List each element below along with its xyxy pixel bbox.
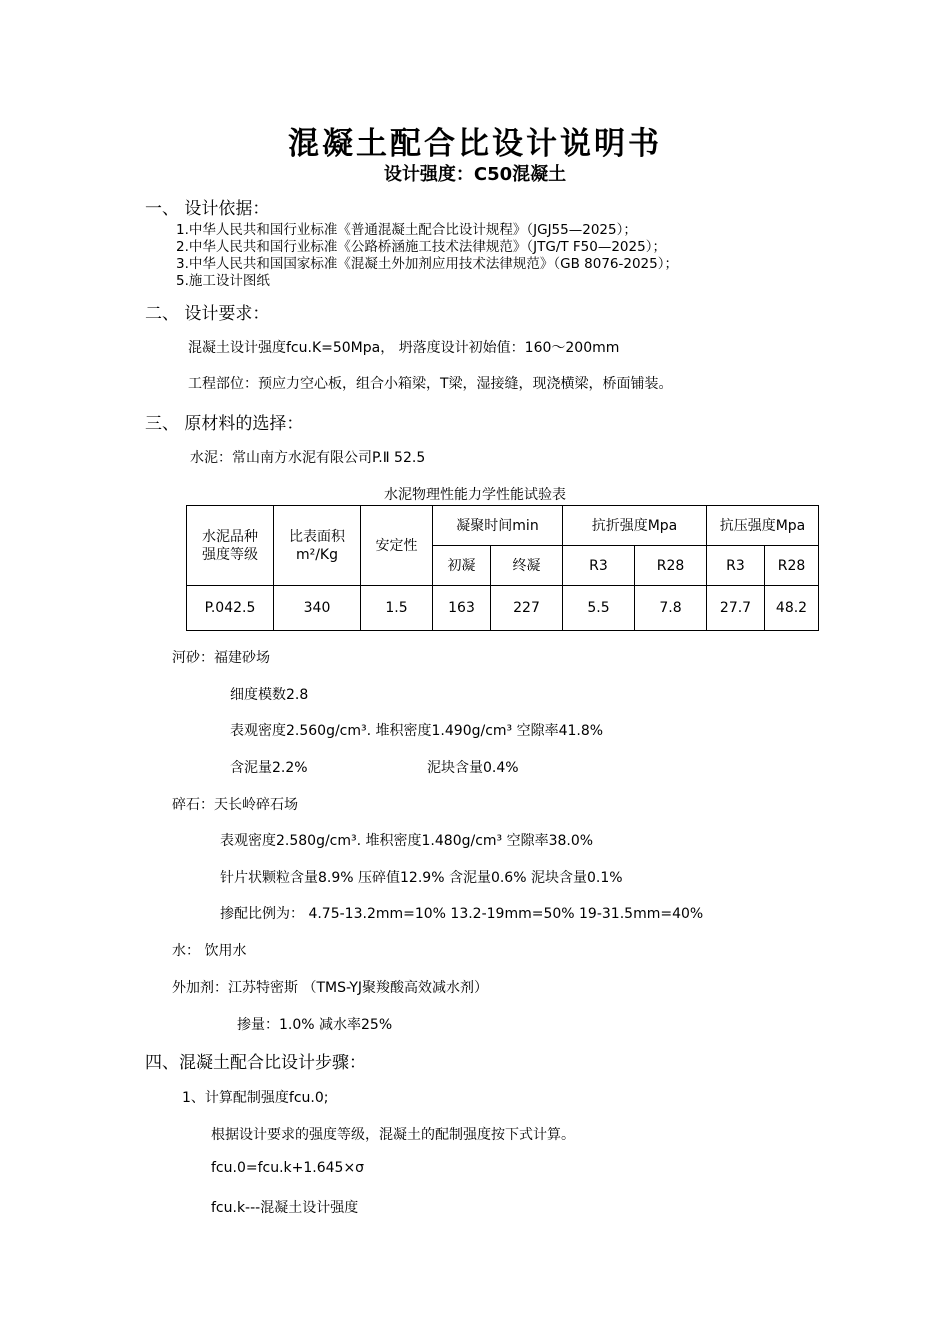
header-cell-r3: R3 [563, 546, 635, 586]
header-cell-r28: R28 [765, 546, 819, 586]
definition: fcu.k---混凝土设计强度 [211, 1200, 359, 1216]
header-cell-setting: 凝聚时间min [433, 506, 563, 546]
gravel-label: 碎石：天长岭碎石场 [172, 797, 298, 813]
header-cell-stability: 安定性 [361, 506, 433, 586]
gravel-density: 表观密度2.580g/cm³. 堆积密度1.480g/cm³ 空隙率38.0% [220, 833, 594, 849]
header-cell-final: 终凝 [491, 546, 563, 586]
sand-fineness: 细度模数2.8 [230, 687, 309, 703]
header-cell-r28: R28 [635, 546, 707, 586]
gravel-props: 针片状颗粒含量8.9% 压碎值12.9% 含泥量0.6% 泥块含量0.1% [220, 870, 623, 886]
gravel-ratio: 掺配比例为： 4.75-13.2mm=10% 13.2-19mm=50% 19-31.5mm=40% [220, 906, 704, 922]
table-caption: 水泥物理性能力学性能试验表 [384, 487, 566, 503]
header-cell-area: 比表面积 m²/Kg [274, 506, 361, 586]
cement-test-table [186, 505, 819, 631]
sand-density: 表观密度2.560g/cm³. 堆积密度1.490g/cm³ 空隙率41.8% [230, 723, 604, 739]
table-cell: 340 [274, 586, 361, 631]
water-line: 水： 饮用水 [172, 943, 247, 959]
section-3-heading: 三、 原材料的选择： [145, 414, 304, 434]
header-cell-variety: 水泥品种 强度等级 [187, 506, 274, 586]
sand-mud: 含泥量2.2% [230, 760, 308, 776]
table-cell: P.042.5 [187, 586, 274, 631]
table-cell: 5.5 [563, 586, 635, 631]
basis-item: 1.中华人民共和国行业标准《普通混凝土配合比设计规程》（JGJ55—2025）； [176, 222, 637, 238]
document-subtitle: 设计强度：C50混凝土 [383, 164, 567, 185]
project-parts-line: 工程部位：预应力空心板，组合小箱梁，T梁，湿接缝，现浇横梁，桥面铺装。 [188, 376, 673, 392]
table-cell: 27.7 [707, 586, 765, 631]
section-1-heading: 一、 设计依据： [145, 199, 270, 219]
header-cell-r3: R3 [707, 546, 765, 586]
sand-label: 河砂：福建砂场 [172, 650, 270, 666]
cement-line: 水泥：常山南方水泥有限公司P.Ⅱ 52.5 [190, 450, 426, 466]
table-cell: 7.8 [635, 586, 707, 631]
basis-item: 5.施工设计图纸 [176, 273, 270, 289]
document-title: 混凝土配合比设计说明书 [288, 126, 662, 162]
section-2-heading: 二、 设计要求： [145, 304, 270, 324]
admixture-dosage: 掺量：1.0% 减水率25% [237, 1017, 393, 1033]
section-4-heading: 四、混凝土配合比设计步骤： [145, 1053, 366, 1073]
basis-item: 2.中华人民共和国行业标准《公路桥涵施工技术法律规范》（JTG/T F50—2025）； [176, 239, 666, 255]
formula: fcu.0=fcu.k+1.645×σ [211, 1160, 365, 1176]
step-1: 1、计算配制强度fcu.0; [182, 1090, 329, 1106]
table-cell: 227 [491, 586, 563, 631]
header-cell-flexural: 抗折强度Mpa [563, 506, 707, 546]
table-cell: 163 [433, 586, 491, 631]
header-cell-compressive: 抗压强度Mpa [707, 506, 819, 546]
table-cell: 1.5 [361, 586, 433, 631]
step-1-desc: 根据设计要求的强度等级，混凝土的配制强度按下式计算。 [211, 1127, 575, 1143]
admixture-label: 外加剂：江苏特密斯 （TMS-YJ聚羧酸高效减水剂） [172, 980, 489, 996]
sand-lump: 泥块含量0.4% [427, 760, 519, 776]
basis-item: 3.中华人民共和国国家标准《混凝土外加剂应用技术法律规范》（GB 8076-2025）； [176, 256, 678, 272]
table-cell: 48.2 [765, 586, 819, 631]
header-cell-initial: 初凝 [433, 546, 491, 586]
design-strength-line: 混凝土设计强度fcu.K=50Mpa， 坍落度设计初始值：160～200mm [188, 340, 620, 356]
